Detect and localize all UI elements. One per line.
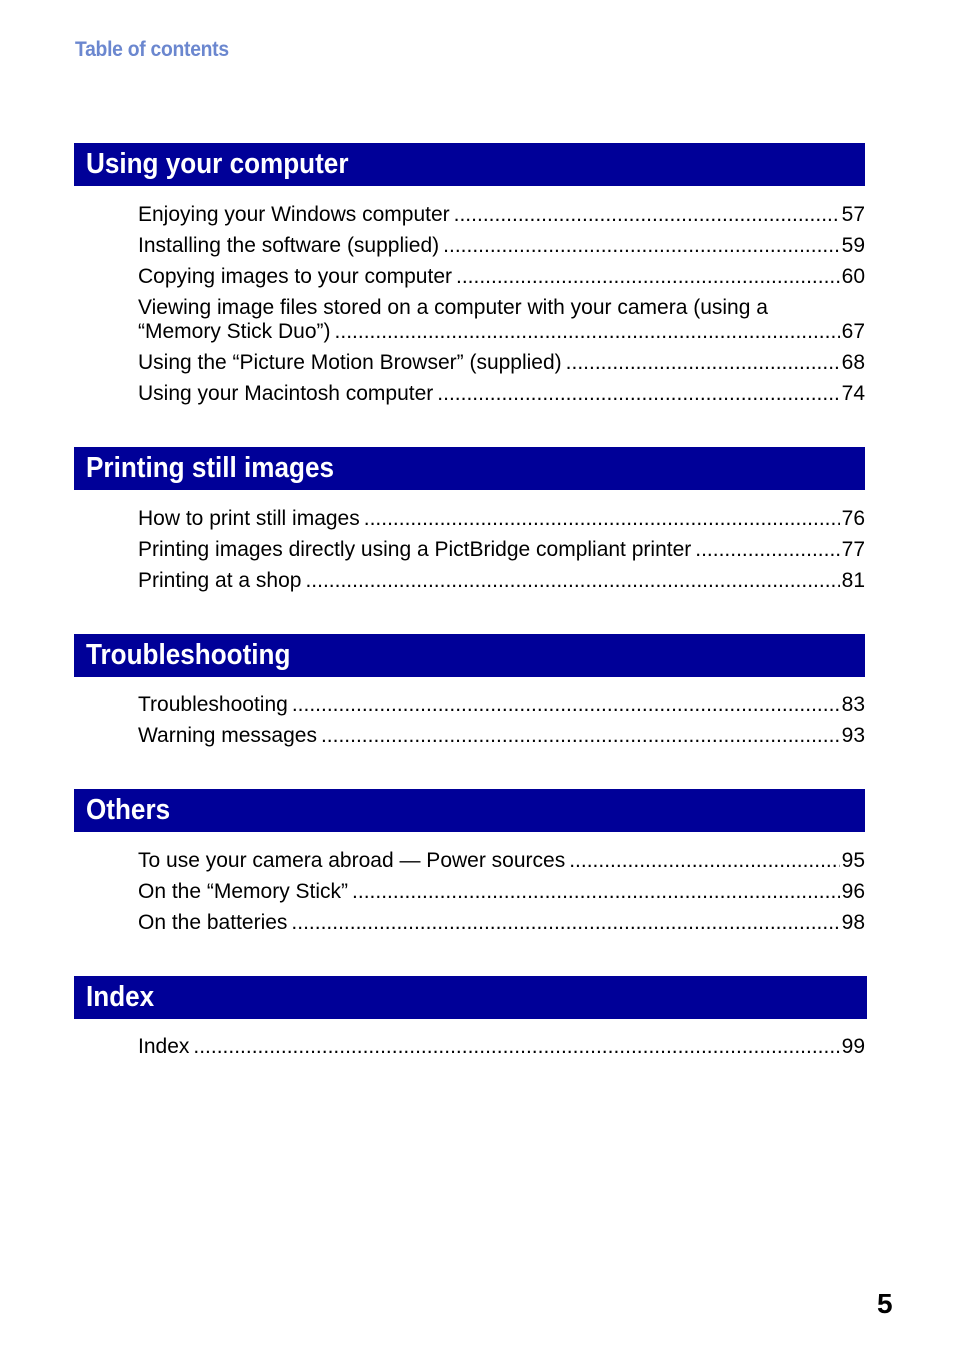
entry-title: Warning messages [138, 724, 317, 747]
entry-title-line1: Viewing image files stored on a computer with your camera (using a [138, 296, 768, 319]
toc-entry[interactable] [138, 507, 865, 531]
page-number: 5 [877, 1288, 893, 1319]
entry-page: 67 [841, 320, 865, 343]
toc-entry-list [138, 1035, 865, 1059]
dot-leader [291, 911, 839, 935]
toc-entry[interactable] [138, 203, 865, 227]
dot-leader [352, 880, 840, 904]
dot-leader [364, 507, 840, 531]
entry-page: 95 [841, 849, 865, 872]
toc-entry[interactable] [138, 880, 865, 904]
section-header [74, 789, 865, 832]
dot-leader [454, 203, 840, 227]
entry-title: Troubleshooting [138, 693, 288, 716]
toc-entry[interactable] [138, 569, 865, 593]
section-header [74, 447, 865, 490]
section-title: Troubleshooting [86, 639, 291, 671]
entry-page: 57 [841, 203, 865, 226]
entry-page: 93 [841, 724, 865, 747]
entry-title: Printing at a shop [138, 569, 302, 592]
toc-entry[interactable] [138, 1035, 865, 1059]
entry-page: 77 [841, 538, 865, 561]
dot-leader [193, 1035, 839, 1059]
section-title: Index [86, 981, 155, 1013]
entry-page: 60 [841, 265, 865, 288]
entry-title: On the “Memory Stick” [138, 880, 349, 903]
entry-page: 96 [841, 880, 865, 903]
section-header [74, 976, 867, 1019]
entry-page: 76 [841, 507, 865, 530]
section-title: Others [86, 794, 171, 826]
toc-entry[interactable] [138, 724, 865, 748]
dot-leader [456, 265, 840, 289]
entry-title: To use your camera abroad — Power sources [138, 849, 566, 872]
toc-entry[interactable] [138, 382, 865, 406]
entry-page: 99 [841, 1035, 865, 1058]
toc-entry[interactable] [138, 911, 865, 935]
entry-title: Copying images to your computer [138, 265, 452, 288]
section-others [74, 789, 865, 935]
entry-title: Installing the software (supplied) [138, 234, 440, 257]
entry-title: Using your Macintosh computer [138, 382, 434, 405]
toc-entry[interactable] [138, 538, 865, 562]
entry-title: Printing images directly using a PictBridge compliant printer [138, 538, 692, 561]
dot-leader [566, 351, 840, 375]
section-title: Using your computer [86, 148, 349, 180]
entry-title: Using the “Picture Motion Browser” (supplied) [138, 351, 562, 374]
toc-entry-list [138, 693, 865, 748]
entry-title: “Memory Stick Duo”) [138, 320, 331, 343]
dot-leader [437, 382, 839, 406]
section-index [74, 976, 867, 1059]
toc-entry[interactable] [138, 234, 865, 258]
dot-leader [695, 538, 839, 562]
dot-leader [443, 234, 839, 258]
running-head: Table of contents [75, 38, 229, 61]
dot-leader [292, 693, 840, 717]
section-troubleshooting [74, 634, 865, 748]
dot-leader [305, 569, 839, 593]
entry-title: Index [138, 1035, 190, 1058]
toc-entry[interactable] [138, 351, 865, 375]
toc-entry-list [138, 507, 865, 593]
section-header [74, 634, 865, 677]
entry-page: 68 [841, 351, 865, 374]
section-title: Printing still images [86, 452, 335, 484]
dot-leader [335, 320, 840, 344]
section-header [74, 143, 865, 186]
entry-title: How to print still images [138, 507, 360, 530]
entry-page: 74 [841, 382, 865, 405]
entry-page: 98 [841, 911, 865, 934]
toc-entry-list [138, 203, 865, 406]
toc-entry-list [138, 849, 865, 935]
dot-leader [569, 849, 839, 873]
toc-entry[interactable] [138, 693, 865, 717]
toc-entry[interactable] [138, 849, 865, 873]
toc-entry[interactable] [138, 296, 865, 344]
entry-title: Enjoying your Windows computer [138, 203, 450, 226]
entry-page: 83 [841, 693, 865, 716]
section-using-your-computer [74, 143, 865, 406]
entry-page: 81 [841, 569, 865, 592]
entry-title: On the batteries [138, 911, 288, 934]
dot-leader [321, 724, 840, 748]
toc-entry[interactable] [138, 265, 865, 289]
entry-page: 59 [841, 234, 865, 257]
section-printing-still-images [74, 447, 865, 593]
